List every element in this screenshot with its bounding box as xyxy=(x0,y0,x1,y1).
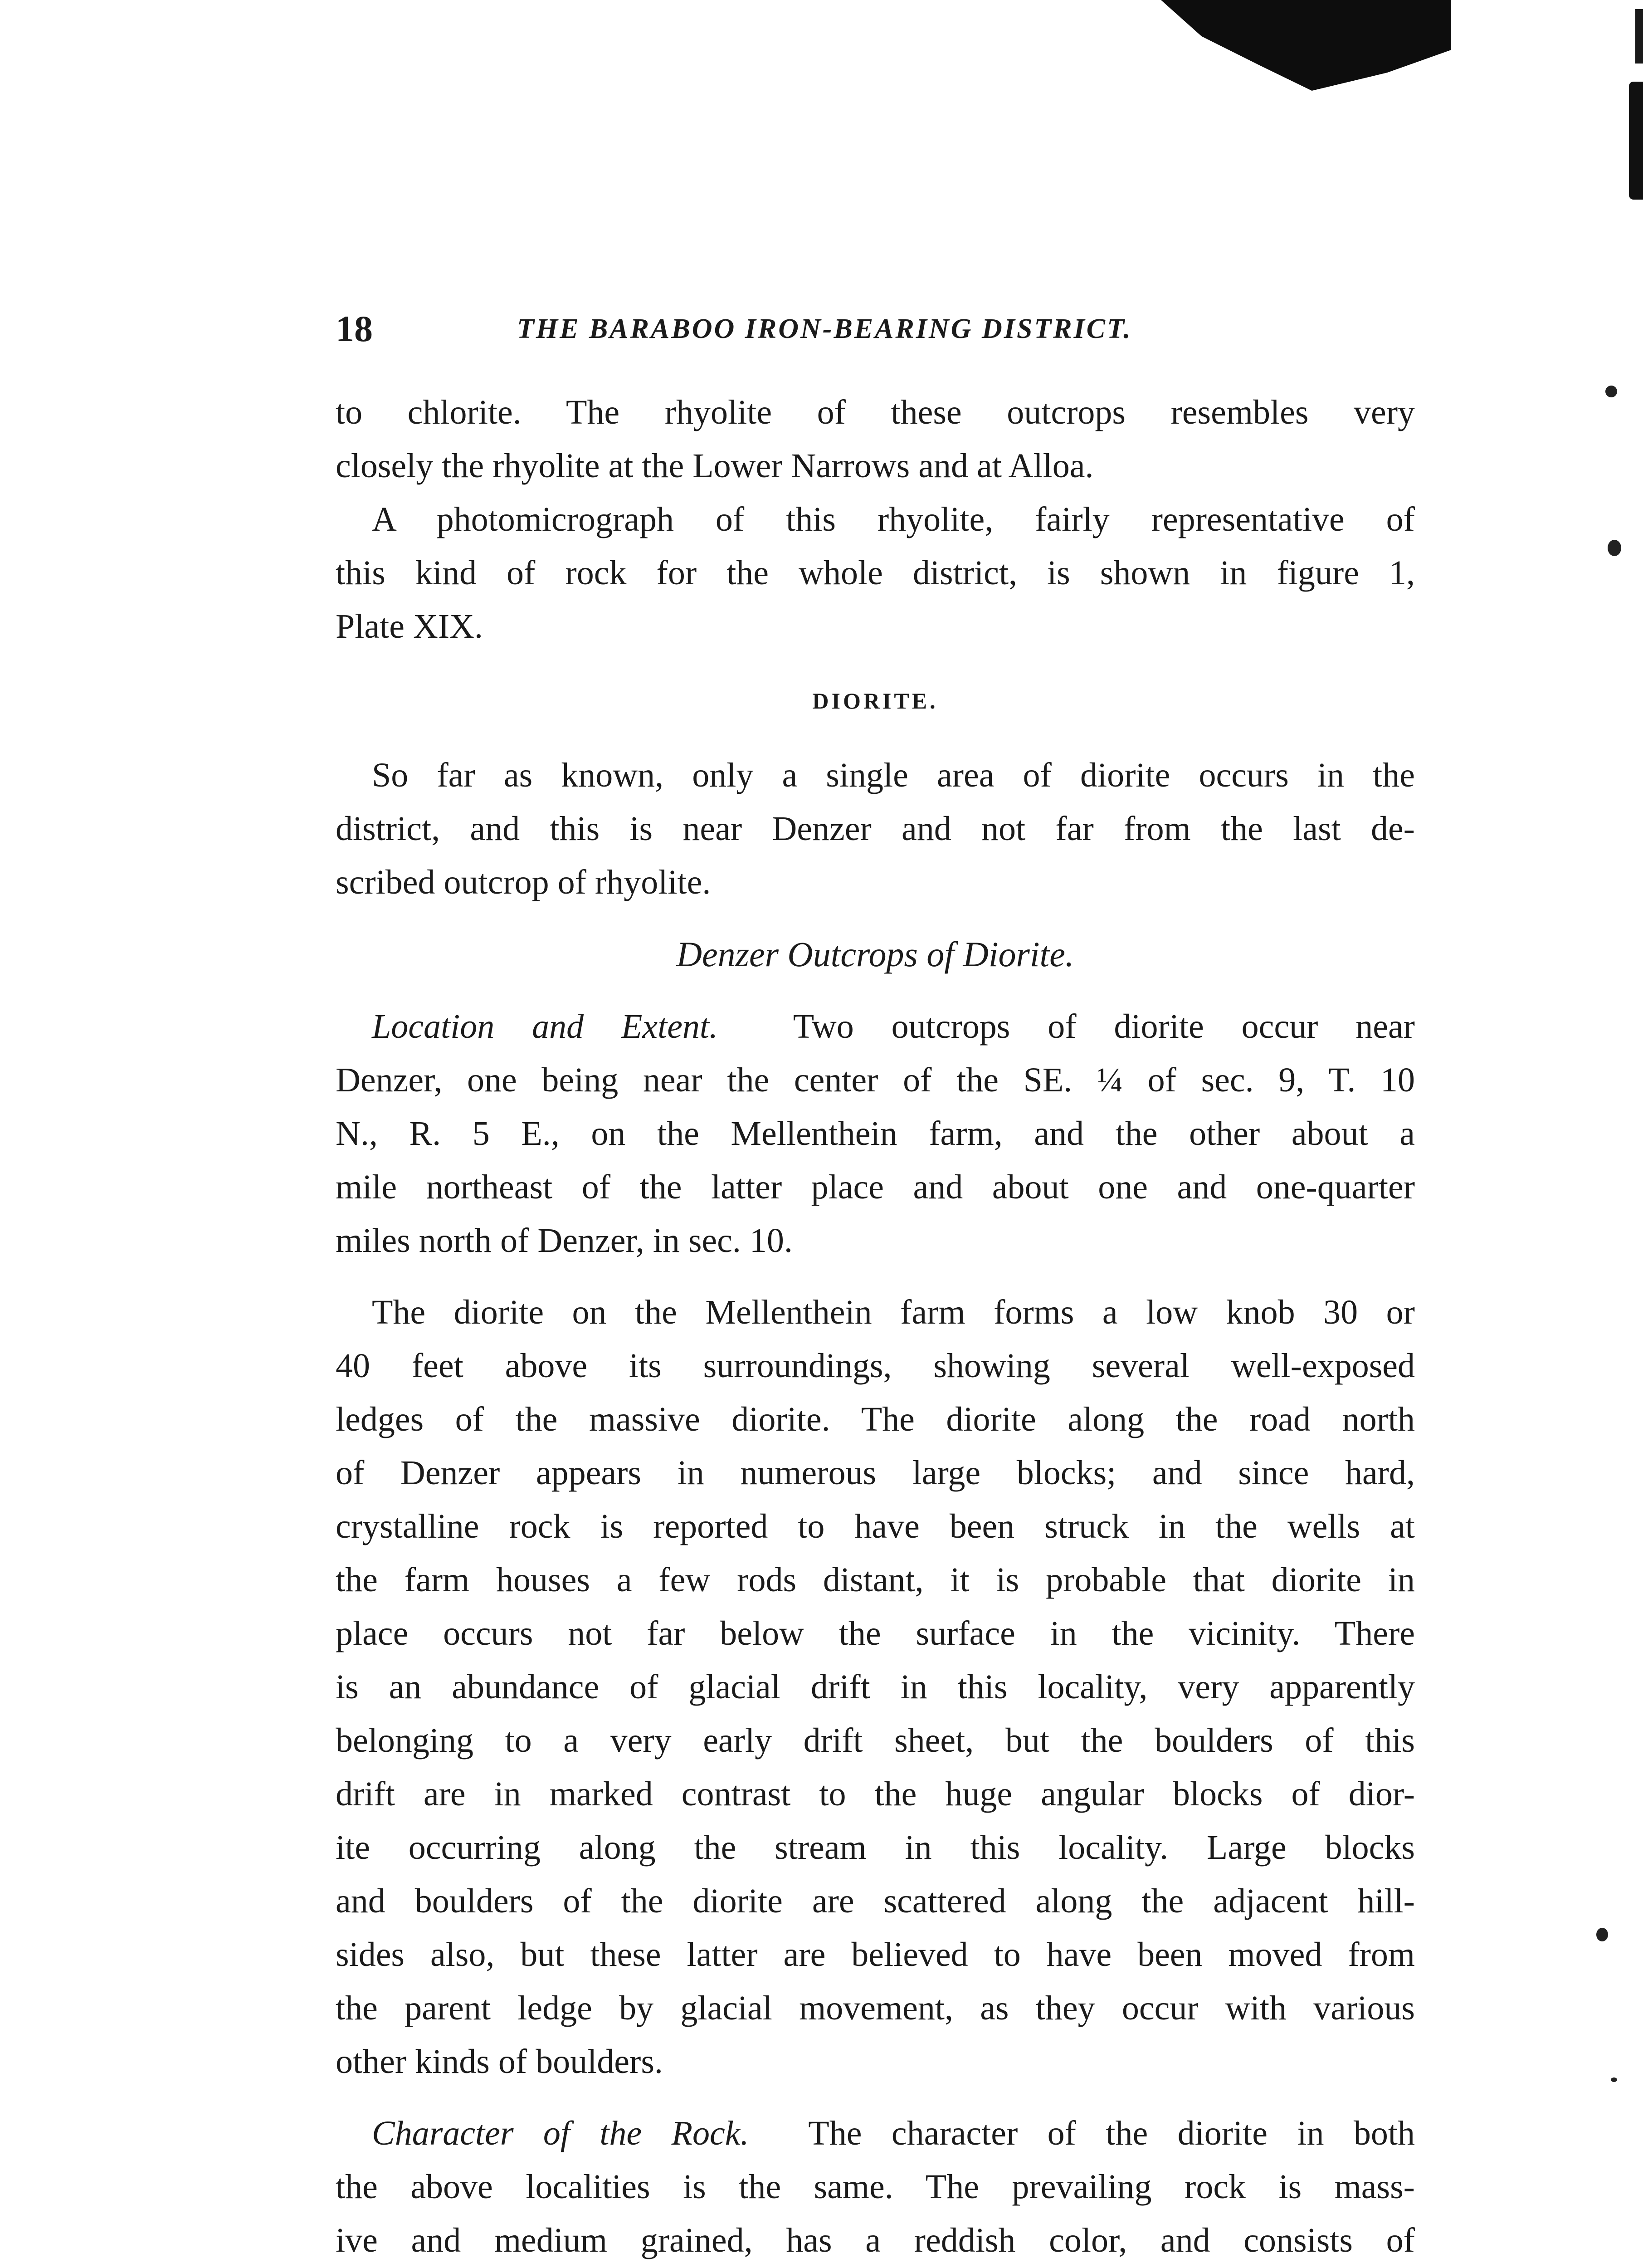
text-line: the parent ledge by glacial movement, as they occur with various xyxy=(336,1989,1415,2027)
subsection-heading: Denzer Outcrops of Diorite. xyxy=(676,934,1074,974)
text-fragment: Two outcrops of diorite occur near xyxy=(793,1007,1415,1046)
scan-smudge xyxy=(1161,0,1451,91)
text-line: closely the rhyolite at the Lower Narrows and at Alloa. xyxy=(336,447,1094,485)
text-line xyxy=(336,2107,1415,2160)
text-line: Plate XIX. xyxy=(336,607,483,645)
text-line: scribed outcrop of rhyolite. xyxy=(336,863,711,901)
body-text xyxy=(336,386,1415,2268)
text-line: the farm houses a few rods distant, it is probable that diorite in xyxy=(336,1561,1415,1599)
text-line xyxy=(336,1000,1415,1053)
text-fragment: The character of the diorite in both xyxy=(808,2114,1415,2152)
scan-speck xyxy=(1596,1928,1608,1941)
paragraph-lead: Character of the Rock. xyxy=(372,2114,749,2152)
text-line: ite occurring along the stream in this locality. Large blocks xyxy=(336,1828,1415,1867)
text-line: The diorite on the Mellenthein farm forms a low knob 30 or xyxy=(372,1293,1415,1331)
paragraph-lead: Location and Extent. xyxy=(372,1007,718,1046)
text-line: this kind of rock for the whole district, is shown in figure 1, xyxy=(336,554,1415,592)
text-line: crystalline rock is reported to have been struck in the wells at xyxy=(336,1507,1415,1545)
running-head: THE BARABOO IRON-BEARING DISTRICT. xyxy=(517,313,1132,344)
page-number: 18 xyxy=(336,308,373,349)
text-line: A photomicrograph of this rhyolite, fairly representative of xyxy=(372,500,1415,538)
scan-speck xyxy=(1605,386,1617,397)
section-heading: DIORITE. xyxy=(812,688,938,714)
text-line: other kinds of boulders. xyxy=(336,2043,663,2081)
page-header xyxy=(336,304,1415,354)
scan-speck xyxy=(1611,2077,1617,2082)
text-line: mile northeast of the latter place and about one and one-quarter xyxy=(336,1168,1415,1206)
text-line: place occurs not far below the surface in the vicinity. There xyxy=(336,1614,1415,1652)
text-line: ive and medium grained, has a reddish color, and consists of xyxy=(336,2221,1415,2259)
scan-edge-mark xyxy=(1629,82,1643,200)
text-line: ledges of the massive diorite. The diorite along the road north xyxy=(336,1400,1415,1438)
text-line: miles north of Denzer, in sec. 10. xyxy=(336,1222,793,1260)
scan-edge-mark xyxy=(1635,9,1643,64)
text-line: 40 feet above its surroundings, showing several well-exposed xyxy=(336,1347,1415,1385)
text-line: to chlorite. The rhyolite of these outcrops resembles very xyxy=(336,393,1415,431)
text-line: sides also, but these latter are believed to have been moved from xyxy=(336,1936,1415,1974)
text-line: of Denzer appears in numerous large blocks; and since hard, xyxy=(336,1454,1415,1492)
text-line: the above localities is the same. The prevailing rock is mass- xyxy=(336,2168,1415,2206)
scan-speck xyxy=(1608,540,1621,556)
text-line: is an abundance of glacial drift in this locality, very apparently xyxy=(336,1668,1415,1706)
text-line: and boulders of the diorite are scattered along the adjacent hill- xyxy=(336,1882,1415,1920)
text-line: belonging to a very early drift sheet, but the boulders of this xyxy=(336,1721,1415,1760)
text-line: drift are in marked contrast to the huge angular blocks of dior- xyxy=(336,1775,1415,1813)
text-line: So far as known, only a single area of diorite occurs in the xyxy=(372,756,1415,794)
text-line: district, and this is near Denzer and not far from the last de- xyxy=(336,810,1415,848)
text-line: Denzer, one being near the center of the SE. ¼ of sec. 9, T. 10 xyxy=(336,1061,1415,1099)
text-line: N., R. 5 E., on the Mellenthein farm, and the other about a xyxy=(336,1114,1415,1153)
